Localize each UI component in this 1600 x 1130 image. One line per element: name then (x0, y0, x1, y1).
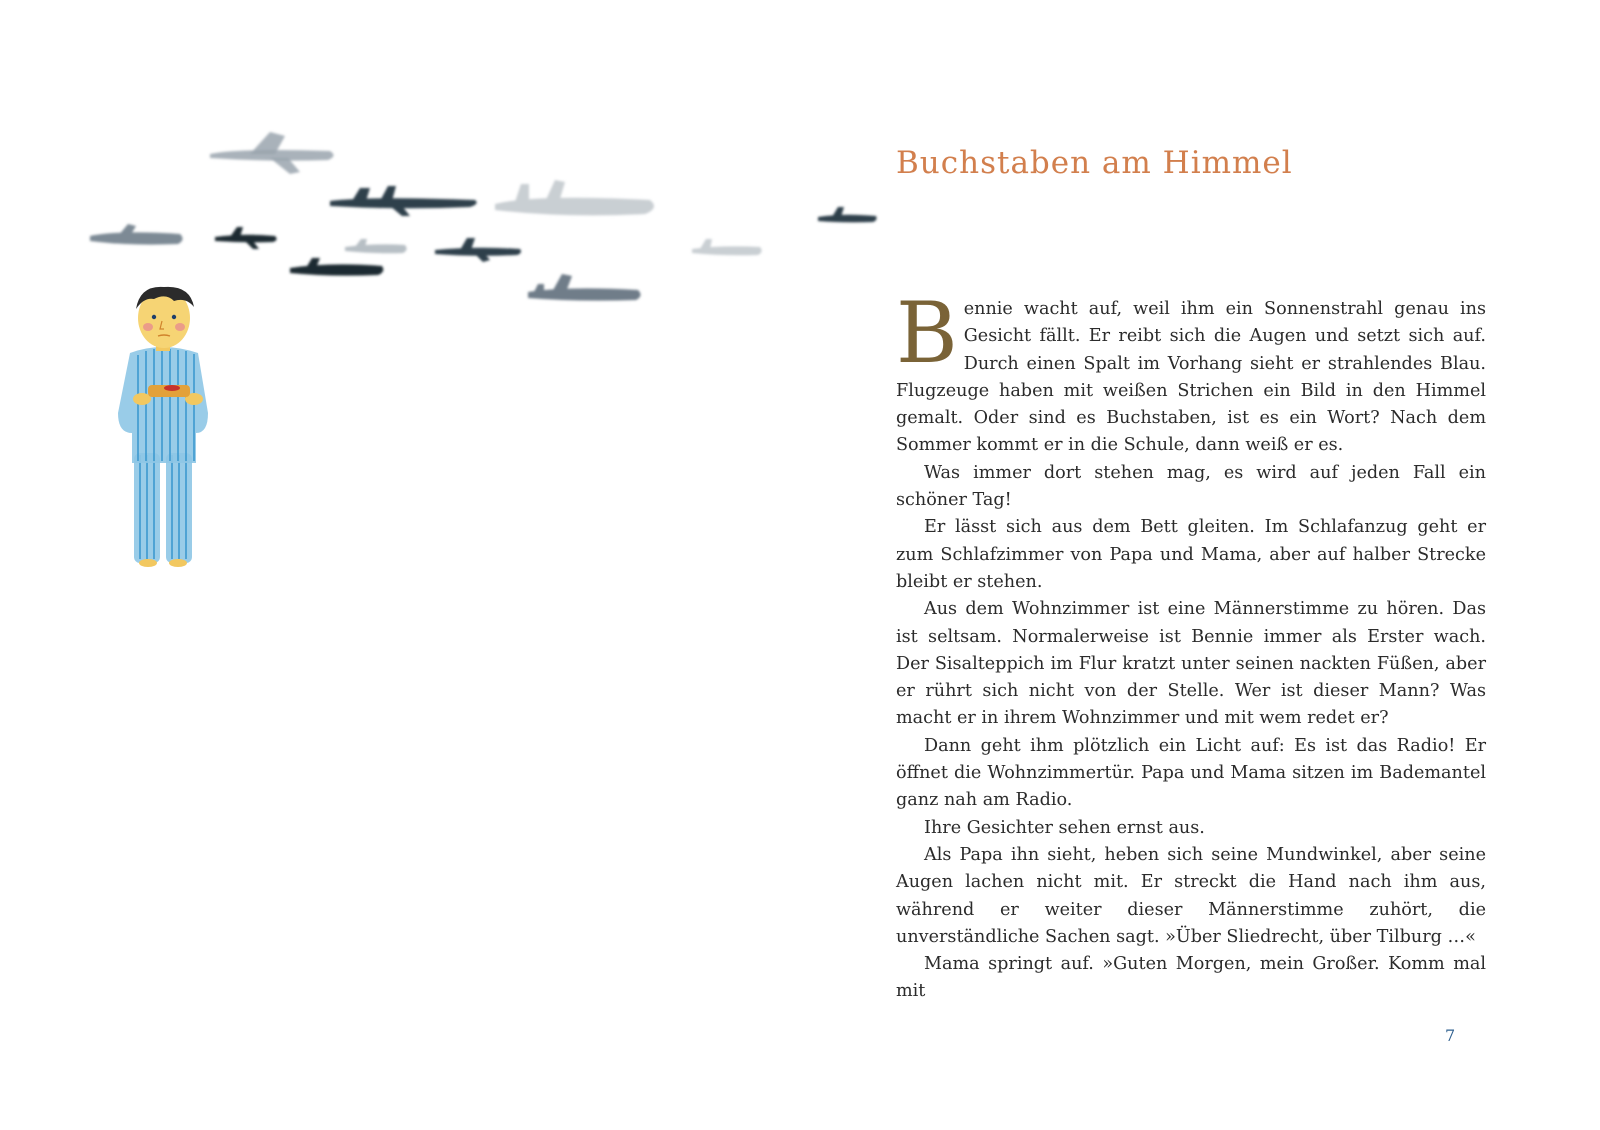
plane-dark-5 (818, 207, 877, 222)
first-paragraph-text: ennie wacht auf, weil ihm ein Sonnenstrahl genau ins Gesicht fällt. Er reibt sich die Augen und setzt sich auf. Durch einen Spalt im Vorhang sieht er strahlendes Blau. Flugzeuge haben mit weißen Strichen ein Bild in den Himmel gemalt. Oder sind es Buchstaben, ist es ein Wort? Nach dem Sommer kommt er in die Schule, dann weiß er es. (896, 299, 1486, 456)
plane-light-3 (345, 239, 407, 253)
watercolor-illustration (0, 0, 900, 620)
body-text (896, 284, 1486, 1006)
plane-mid-1 (90, 224, 183, 245)
paragraph-first (896, 284, 1486, 460)
plane-light-1 (210, 132, 334, 174)
drop-cap: B (896, 284, 958, 382)
plane-light-4 (692, 239, 762, 255)
page-number: 7 (1445, 1026, 1456, 1045)
paragraph: Als Papa ihn sieht, heben sich seine Mundwinkel, aber seine Augen lachen nicht mit. Er streckt die Hand nach ihm aus, während er weiter dieser Männerstimme zuhört, die unverständliche Sachen sagt. »Über Sliedrecht, über Tilburg …« (896, 844, 1486, 947)
plane-dark-4 (290, 258, 383, 276)
plane-dark-1 (330, 186, 477, 216)
chapter-title: Buchstaben am Himmel (896, 145, 1293, 181)
plane-dark-3 (435, 238, 521, 262)
plane-mid-2 (528, 274, 641, 301)
paragraph: Aus dem Wohnzimmer ist eine Männerstimme zu hören. Das ist seltsam. Normalerweise ist Bennie immer als Erster wach. Der Sisalteppich im Flur kratzt unter seinen nackten Füßen, aber er rührt sich nicht von der Stelle. Wer ist dieser Mann? Was macht er in ihrem Wohnzimmer und mit wem redet er? (896, 599, 1486, 729)
paragraph: Dann geht ihm plötzlich ein Licht auf: Es ist das Radio! Er öffnet die Wohnzimmertür. Papa und Mama sitzen im Bademantel ganz nah am Radio. (896, 735, 1486, 811)
plane-dark-2 (215, 227, 277, 249)
paragraph: Ihre Gesichter sehen ernst aus. (924, 817, 1205, 838)
boy-figure (118, 287, 208, 567)
plane-light-2 (495, 180, 654, 215)
paragraph: Er lässt sich aus dem Bett gleiten. Im Schlafanzug geht er zum Schlafzimmer von Papa und Mama, aber auf halber Strecke bleibt er stehen. (896, 517, 1486, 592)
paragraph: Was immer dort stehen mag, es wird auf jeden Fall ein schöner Tag! (896, 462, 1486, 511)
paragraph: Mama springt auf. »Guten Morgen, mein Großer. Komm mal mit (896, 954, 1486, 1002)
